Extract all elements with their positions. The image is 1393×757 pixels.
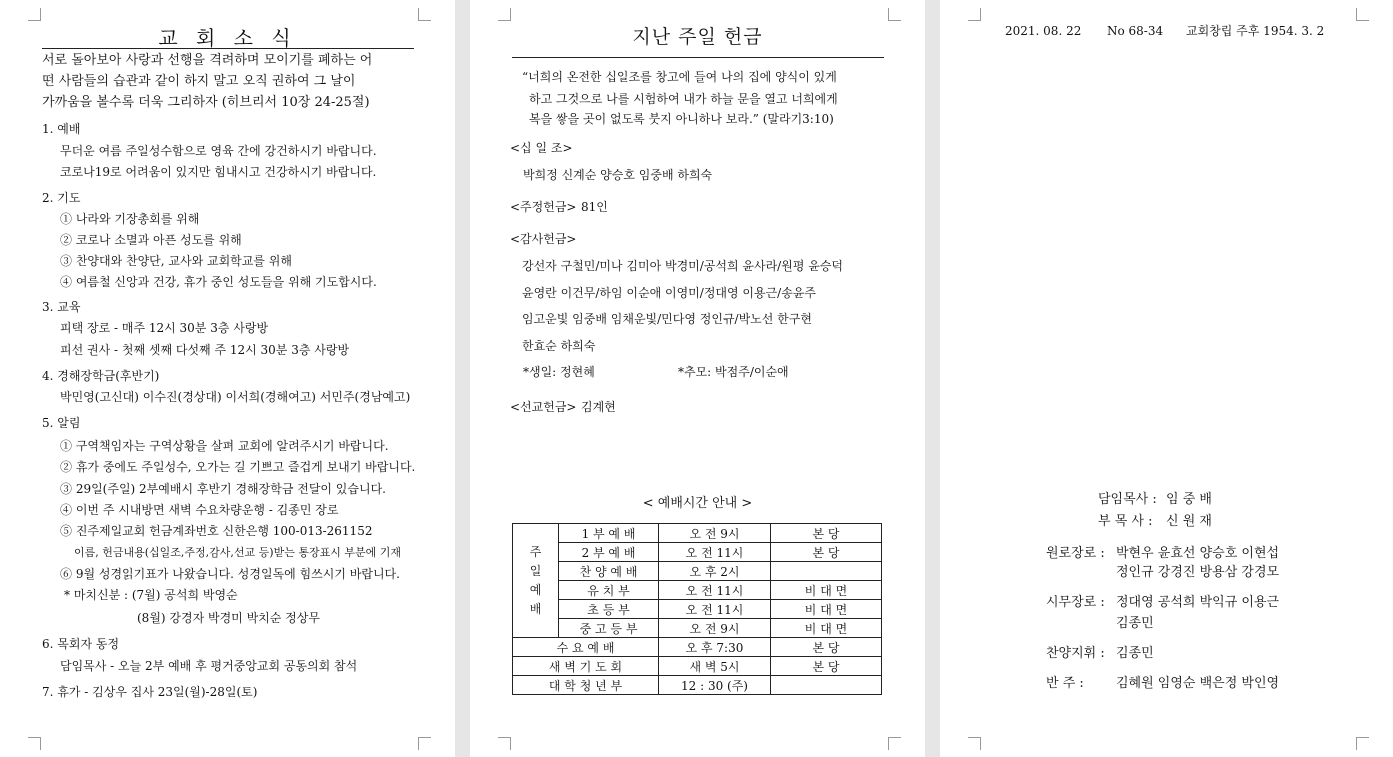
news-line: 이름, 헌금내용(십일조,주정,감사,선교 등)받는 통장표시 부분에 기재 [74,546,401,559]
sunday-worship-label [513,524,559,638]
news-line: 피택 장로 - 매주 12시 30분 3층 사랑방 [60,321,269,335]
service-place: 비 대 면 [771,581,882,600]
mission-label: <선교헌금> [510,400,577,414]
group-char: 일 [529,563,542,578]
emeritus-names: 정인규 강경진 방용삼 강경모 [1116,565,1280,580]
active-elders-names: 정대영 공석희 박익규 이용근 [1116,595,1280,610]
section-heading: 6. 목회자 동정 [42,637,120,651]
intro-line-1: 서로 돌아보아 사랑과 선행을 격려하며 모이기를 폐하는 어 [42,53,373,68]
news-line: 피선 권사 - 첫째 셋째 다섯째 주 12시 30분 3층 사랑방 [60,343,350,357]
active-elders-label: 시무장로 : [1046,595,1105,610]
service-name: 2 부 예 배 [559,543,659,562]
service-place [771,676,882,695]
service-time: 오 전 9시 [659,619,771,638]
bulletin-number: No 68-34 [1107,24,1164,38]
weekly-offering-label: <주정헌금> [510,200,577,214]
section-heading: 5. 알림 [42,416,81,430]
intro-line-2: 떤 사람들의 습관과 같이 하지 말고 오직 권하여 그 날이 [42,74,356,89]
associate-pastor: 신 원 재 [1166,514,1212,529]
title-divider [512,57,884,58]
title-divider [42,48,414,49]
bulletin-date: 2021. 08. 22 [1005,24,1082,38]
service-name: 찬 양 예 배 [559,562,659,581]
service-name: 수 요 예 배 [513,638,659,657]
thanks-line: 윤영란 이건무/하임 이순애 이영미/정대영 이용근/송윤주 [522,286,817,300]
news-page [0,0,455,757]
news-line: ⑤ 진주제일교회 헌금계좌번호 신한은행 100-013-261152 [60,524,373,538]
table-row [513,581,882,600]
table-row [513,638,882,657]
praise-leader-label: 찬양지휘 : [1046,646,1105,661]
verse-line-1: “너희의 온전한 십일조를 창고에 들여 나의 집에 양식이 있게 [522,70,837,84]
table-row [513,657,882,676]
news-line: ① 구역책임자는 구역상황을 살펴 교회에 알려주시기 바랍니다. [60,439,389,453]
service-place: 본 당 [771,543,882,562]
service-time: 오 전 9시 [659,524,771,543]
service-place: 본 당 [771,524,882,543]
news-line: ③ 29일(주일) 2부예배시 후반기 경해장학금 전달이 있습니다. [60,482,386,496]
table-row [513,619,882,638]
section-heading: 1. 예배 [42,122,81,136]
tithe-names: 박희정 신계순 양승호 임중배 하희숙 [523,168,713,182]
service-time: 오 전 11시 [659,600,771,619]
news-line: ③ 찬양대와 찬양단, 교사와 교회학교를 위해 [60,254,292,268]
service-place: 비 대 면 [771,600,882,619]
news-title: 교 회 소 식 [158,26,297,50]
section-heading: 3. 교육 [42,300,81,314]
service-place: 본 당 [771,657,882,676]
service-name: 대 학 청 년 부 [513,676,659,695]
praise-leader: 김종민 [1116,646,1154,661]
tithe-label: <십 일 조> [510,141,573,155]
memorial-note: *추모: 박점주/이순애 [678,365,789,379]
weekly-offering-value: 81인 [581,200,608,214]
service-name: 새 벽 기 도 회 [513,657,659,676]
senior-pastor-label: 담임목사 : [1098,492,1157,507]
service-place [771,562,882,581]
news-line: ④ 이번 주 시내방면 새벽 수요차량운행 - 김종민 장로 [60,503,339,517]
birthday-note: *생일: 정현혜 [523,365,595,379]
intro-line-3: 가까움을 볼수록 더욱 그리하자 (히브리서 10장 24-25절) [42,95,370,110]
mission-names: 김계현 [581,400,616,414]
service-name: 중 고 등 부 [559,619,659,638]
news-line: 박민영(고신대) 이수진(경상대) 이서희(경해여고) 서민주(경남예고) [60,390,411,404]
service-time: 12 : 30 (주) [659,676,771,695]
table-row [513,600,882,619]
news-line: 담임목사 - 오늘 2부 예배 후 평거중앙교회 공동의회 참석 [60,659,358,673]
verse-line-2: 하고 그것으로 나를 시험하여 내가 하늘 문을 열고 너희에게 [529,92,838,106]
service-name: 유 치 부 [559,581,659,600]
accompanists: 김혜원 임영순 백은정 박인영 [1116,676,1280,691]
associate-pastor-label: 부 목 사 : [1098,514,1153,529]
group-char: 배 [529,601,542,616]
emeritus-names: 박현우 윤효선 양승호 이현섭 [1116,546,1280,561]
news-line: ④ 여름철 신앙과 건강, 휴가 중인 성도들을 위해 기도합시다. [60,275,377,289]
service-place: 본 당 [771,638,882,657]
news-line: (8월) 강경자 박경미 박치순 정상무 [137,611,320,625]
group-char: 주 [529,544,542,559]
schedule-title: < 예배시간 안내 > [642,496,753,511]
service-time: 오 후 7:30 [659,638,771,657]
service-time: 오 전 11시 [659,543,771,562]
service-place: 비 대 면 [771,619,882,638]
service-time: 오 후 2시 [659,562,771,581]
thanks-line: 강선자 구철민/미나 김미아 박경미/공석희 윤사라/원평 윤승덕 [522,259,844,273]
section-heading: 7. 휴가 - 김상우 집사 23일(월)-28일(토) [42,685,258,699]
news-line: 무더운 여름 주일성수함으로 영육 간에 강건하시기 바랍니다. [60,144,377,158]
news-line: * 마치신분 : (7월) 공석희 박영순 [64,588,238,602]
section-heading: 2. 기도 [42,191,81,205]
table-row [513,562,882,581]
worship-schedule-table [512,523,882,695]
thanks-line: 한효순 하희숙 [522,339,596,353]
emeritus-label: 원로장로 : [1046,546,1105,561]
offering-page [470,0,925,757]
verse-line-3: 복을 쌓을 곳이 없도록 붓지 아니하나 보라.” (말라기3:10) [529,112,834,126]
group-char: 예 [529,582,542,597]
table-row [513,676,882,695]
service-time: 새 벽 5시 [659,657,771,676]
accompanist-label: 반 주 : [1046,676,1084,691]
active-elders-names: 김종민 [1116,616,1154,631]
news-line: 코로나19로 어려움이 있지만 힘내시고 건강하시기 바랍니다. [60,165,377,179]
founded-date: 교회창립 주후 1954. 3. 2 [1186,24,1325,38]
news-line: ② 휴가 중에도 주일성수, 오가는 길 기쁘고 즐겁게 보내기 바랍니다. [60,460,416,474]
senior-pastor: 임 중 배 [1166,492,1212,507]
thanks-label: <감사헌금> [510,232,577,246]
table-row [513,543,882,562]
table-row [513,524,882,543]
news-line: ② 코로나 소멸과 아픈 성도를 위해 [60,233,242,247]
service-name: 1 부 예 배 [559,524,659,543]
news-line: ① 나라와 기장총회를 위해 [60,212,200,226]
service-time: 오 전 11시 [659,581,771,600]
news-line: ⑥ 9월 성경읽기표가 나왔습니다. 성경일독에 힘쓰시기 바랍니다. [60,567,400,581]
thanks-line: 임고운빛 임중배 임채운빛/민다영 정인규/박노선 한구현 [522,312,812,326]
section-heading: 4. 경해장학금(후반기) [42,369,160,383]
offering-title: 지난 주일 헌금 [632,26,763,48]
service-name: 초 등 부 [559,600,659,619]
info-page [940,0,1393,757]
